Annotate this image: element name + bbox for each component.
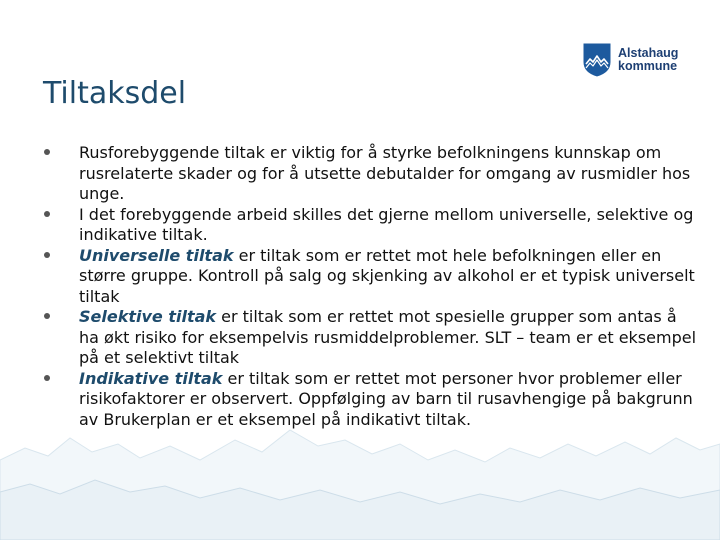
bullet-item [44,369,700,431]
bullet-list [44,143,700,430]
bullet-text: Rusforebyggende tiltak er viktig for å styrke befolkningens kunnskap om rusrelaterte skader og for å utsette debutalder for omgang av rusmidler hos unge. [79,143,691,203]
municipal-shield-icon [582,42,612,78]
bullet-lead: Indikative tiltak [79,368,223,388]
logo-line-1: Alstahaug [618,46,679,60]
bullet-dot-icon [44,211,50,217]
bullet-item [44,246,700,308]
bullet-item [44,307,700,369]
logo-wordmark [618,47,678,73]
bullet-dot-icon [44,375,50,381]
bullet-text: er tiltak som er rettet mot spesielle grupper som antas å ha økt risiko for eksempelvis rusmiddelproblemer. SLT – team er et eksempel på et selektivt tiltak [79,307,697,367]
logo-line-2: kommune [618,59,678,73]
bullet-text: er tiltak som er rettet mot personer hvor problemer eller risikofaktorer er observert. Oppfølging av barn til rusavhengige på bakgrunn av Brukerplan er et eksempel på indikativt tiltak. [79,368,693,429]
bullet-dot-icon [44,149,50,155]
bullet-text: er tiltak som er rettet mot hele befolkningen eller en større gruppe. Kontroll på salg og skjenking av alkohol er et typisk universelt tiltak [79,245,695,306]
bullet-dot-icon [44,252,50,258]
bullet-lead: Universelle tiltak [79,245,234,265]
bullet-item [44,205,700,246]
bullet-lead: Selektive tiltak [79,307,217,326]
alstahaug-kommune-logo [582,42,678,78]
bullet-text: I det forebyggende arbeid skilles det gjerne mellom universelle, selektive og indikative tiltak. [79,204,694,244]
bullet-dot-icon [44,313,50,319]
bullet-item [44,143,700,205]
slide-title: Tiltaksdel [43,76,187,111]
